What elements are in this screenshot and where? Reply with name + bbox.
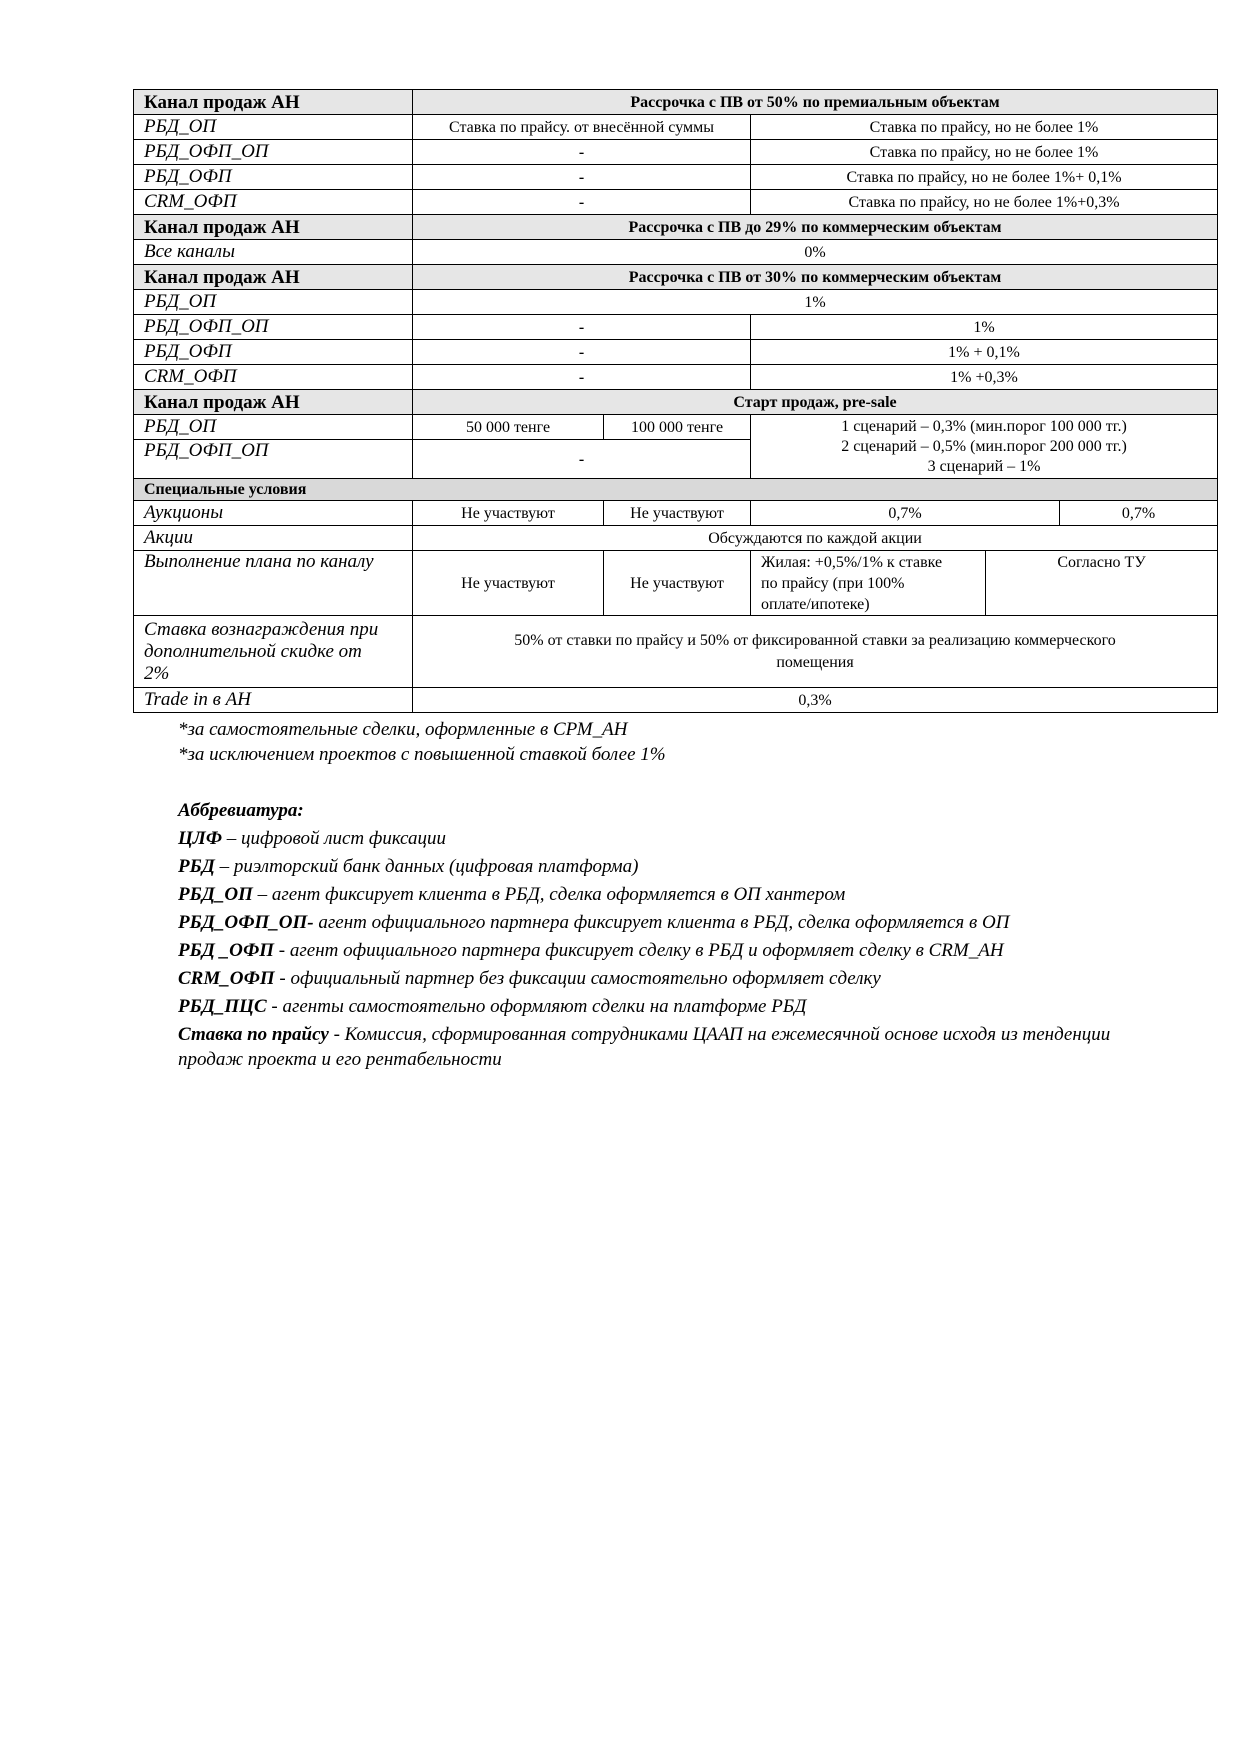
section-title: Рассрочка с ПВ до 29% по коммерческим объектам bbox=[413, 215, 1218, 240]
row-label: РБД_ОП bbox=[134, 290, 413, 315]
abbreviation-term: CRM_ОФП bbox=[178, 968, 275, 989]
cell: - bbox=[413, 340, 751, 365]
row-label: РБД_ОФП bbox=[134, 165, 413, 190]
cell-line: Жилая: +0,5%/1% к ставке bbox=[761, 554, 943, 571]
abbreviation-sep: – bbox=[252, 884, 272, 905]
row-label: Аукционы bbox=[134, 501, 413, 526]
cell: 1% bbox=[413, 290, 1218, 315]
abbreviation-item bbox=[178, 854, 1138, 879]
cell: 1% + 0,1% bbox=[751, 340, 1218, 365]
abbreviation-term: РБД _ОФП bbox=[178, 940, 275, 961]
plan-residential-cell bbox=[751, 551, 986, 616]
cell: - bbox=[413, 190, 751, 215]
channel-header: Канал продаж АН bbox=[134, 215, 413, 240]
scenarios-cell bbox=[751, 415, 1218, 479]
row-label: РБД_ОФП_ОП bbox=[134, 440, 413, 479]
cell: - bbox=[413, 140, 751, 165]
row-label: Все каналы bbox=[134, 240, 413, 265]
abbreviation-item bbox=[178, 938, 1138, 963]
abbreviation-definition: агенты самостоятельно оформляют сделки на платформе РБД bbox=[282, 996, 807, 1017]
commission-table bbox=[133, 89, 1218, 713]
abbreviation-term: РБД_ОФП_ОП- bbox=[178, 912, 314, 933]
abbreviation-term: ЦЛФ bbox=[178, 828, 222, 849]
row-label: РБД_ОФП_ОП bbox=[134, 140, 413, 165]
section-title: Рассрочка с ПВ от 50% по премиальным объектам bbox=[413, 90, 1218, 115]
section-title: Старт продаж, pre-sale bbox=[413, 390, 1218, 415]
abbreviation-term: Ставка по прайсу bbox=[178, 1024, 329, 1045]
cell-line: помещения bbox=[776, 653, 854, 671]
abbreviation-item bbox=[178, 994, 1138, 1019]
row-label: Trade in в АН bbox=[134, 688, 413, 713]
discount-value-cell bbox=[413, 616, 1218, 688]
cell-line: оплате/ипотеке) bbox=[761, 596, 870, 613]
cell: - bbox=[413, 440, 751, 479]
cell: 1% bbox=[751, 315, 1218, 340]
abbreviation-term: РБД_ПЦС bbox=[178, 996, 267, 1017]
cell: Не участвуют bbox=[413, 551, 604, 616]
cell: 0,3% bbox=[413, 688, 1218, 713]
cell: 0% bbox=[413, 240, 1218, 265]
row-label: Выполнение плана по каналу bbox=[134, 551, 413, 616]
abbreviation-definition: агент официального партнера фиксирует клиента в РБД, сделка оформляется в ОП bbox=[318, 912, 1010, 933]
cell: Ставка по прайсу, но не более 1%+0,3% bbox=[751, 190, 1218, 215]
row-label: РБД_ОП bbox=[134, 415, 413, 440]
channel-header: Канал продаж АН bbox=[134, 265, 413, 290]
section-title: Рассрочка с ПВ от 30% по коммерческим объектам bbox=[413, 265, 1218, 290]
scenario-line: 2 сценарий – 0,5% (мин.порог 200 000 тг.) bbox=[841, 438, 1127, 455]
label-line: Ставка вознаграждения при bbox=[144, 618, 379, 640]
label-line: дополнительной скидке от bbox=[144, 640, 362, 662]
cell: Ставка по прайсу. от внесённой суммы bbox=[413, 115, 751, 140]
cell: 0,7% bbox=[751, 501, 1060, 526]
abbreviation-definition: риэлторский банк данных (цифровая платформа) bbox=[233, 856, 639, 877]
scenario-line: 1 сценарий – 0,3% (мин.порог 100 000 тг.) bbox=[841, 418, 1127, 435]
cell: Обсуждаются по каждой акции bbox=[413, 526, 1218, 551]
row-label: Акции bbox=[134, 526, 413, 551]
abbreviation-definition: агент официального партнера фиксирует сделку в РБД и оформляет сделку в CRM_АН bbox=[289, 940, 1004, 961]
cell: 50 000 тенге bbox=[413, 415, 604, 440]
abbreviation-sep: - bbox=[266, 996, 283, 1017]
abbreviation-item bbox=[178, 966, 1138, 991]
cell: - bbox=[413, 365, 751, 390]
row-label: РБД_ОФП bbox=[134, 340, 413, 365]
footnote: *за самостоятельные сделки, оформленные в СРМ_АН bbox=[178, 719, 628, 740]
footnotes bbox=[178, 717, 1178, 767]
abbreviation-item bbox=[178, 910, 1138, 935]
abbreviation-item bbox=[178, 1022, 1138, 1072]
abbreviation-sep: - bbox=[274, 940, 290, 961]
label-line: 2% bbox=[144, 662, 170, 684]
row-label: РБД_ОП bbox=[134, 115, 413, 140]
footnote: *за исключением проектов с повышенной ставкой более 1% bbox=[178, 744, 666, 765]
abbreviation-definition: официальный партнер без фиксации самостоятельно оформляет сделку bbox=[290, 968, 881, 989]
abbreviation-item bbox=[178, 882, 1138, 907]
abbreviation-term: РБД_ОП bbox=[178, 884, 253, 905]
abbreviation-sep: – bbox=[221, 828, 241, 849]
channel-header: Канал продаж АН bbox=[134, 90, 413, 115]
cell: Не участвуют bbox=[604, 551, 751, 616]
cell: Не участвуют bbox=[413, 501, 604, 526]
cell-line: 50% от ставки по прайсу и 50% от фиксированной ставки за реализацию коммерческого bbox=[514, 631, 1116, 649]
cell: Согласно ТУ bbox=[986, 551, 1218, 616]
cell: Ставка по прайсу, но не более 1% bbox=[751, 115, 1218, 140]
cell: Не участвуют bbox=[604, 501, 751, 526]
row-label bbox=[134, 616, 413, 688]
abbreviation-sep: – bbox=[214, 856, 234, 877]
cell: 1% +0,3% bbox=[751, 365, 1218, 390]
abbreviation-definition: Комиссия, сформированная сотрудниками ЦААП на ежемесячной основе исходя из тенденции продаж проекта и его рентабельности bbox=[178, 1024, 1111, 1070]
cell: 100 000 тенге bbox=[604, 415, 751, 440]
abbreviations-block bbox=[178, 798, 1138, 1075]
abbreviations-title: Аббревиатура: bbox=[178, 800, 304, 821]
cell: Ставка по прайсу, но не более 1%+ 0,1% bbox=[751, 165, 1218, 190]
abbreviation-sep: - bbox=[274, 968, 291, 989]
cell: - bbox=[413, 315, 751, 340]
cell: 0,7% bbox=[1060, 501, 1218, 526]
abbreviation-definition: цифровой лист фиксации bbox=[240, 828, 446, 849]
abbreviation-item bbox=[178, 826, 1138, 851]
row-label: РБД_ОФП_ОП bbox=[134, 315, 413, 340]
cell: - bbox=[413, 165, 751, 190]
special-conditions-header: Специальные условия bbox=[134, 479, 1218, 501]
abbreviation-term: РБД bbox=[178, 856, 215, 877]
scenario-line: 3 сценарий – 1% bbox=[927, 458, 1041, 475]
abbreviation-sep: - bbox=[328, 1024, 345, 1045]
row-label: CRM_ОФП bbox=[134, 365, 413, 390]
cell: Ставка по прайсу, но не более 1% bbox=[751, 140, 1218, 165]
channel-header: Канал продаж АН bbox=[134, 390, 413, 415]
abbreviation-definition: агент фиксирует клиента в РБД, сделка оформляется в ОП хантером bbox=[271, 884, 846, 905]
cell-line: по прайсу (при 100% bbox=[761, 575, 905, 592]
row-label: CRM_ОФП bbox=[134, 190, 413, 215]
